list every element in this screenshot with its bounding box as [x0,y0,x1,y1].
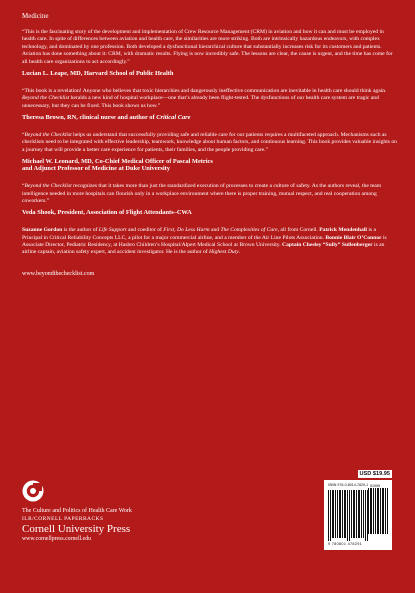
isbn-label: ISBN 978-0-8014-7829-1 [328,483,369,487]
attribution-leape: Lucian L. Leape, MD, Harvard School of Public Health [22,69,174,77]
back-cover-text [22,12,397,277]
imprint-name: ILR/CORNELL PAPERBACKS [22,516,104,522]
ean5-number: 51995 [370,484,380,488]
press-name: Cornell University Press [22,523,131,535]
quote-shook: “Beyond the Checklist recognizes that it takes more than just the standardized execution of processes to create a culture of safety. As the authors reveal, the team intelligence needed in more hospitals can flourish only in a workplace environment where there is proper training, mutual respect, and real cooperation among coworkers.” [22,183,382,204]
ean5-bars-icon [368,488,388,534]
attribution-brown: Theresa Brown, RN, clinical nurse and author of Critical Care [22,114,191,121]
author-bios: Suzanne Gordon is the author of Life Support and coeditor of First, Do Less Harm and The Complexities of Care, all from Cornell. Patrick Mendenhall is a Principal in Critical Reliability Concepts LLC, a pilot for a major commercial airline, and a member of the Air Line Pilots Association. Bonnie Blair O’Connor is Associate Director, Pediatric Residency, at Hasbro Children’s Hospital/Alpert Medical School at Brown University. Captain Chesley “Sully” Sullenberger is an airline captain, aviation safety expert, and accident investigator. He is the author of Highest Duty. [22,227,387,256]
attribution-shook: Veda Shook, President, Association of Flight Attendants–CWA [22,209,192,217]
price-label: USD $19.95 [359,471,390,477]
quote-leonard: “Beyond the Checklist helps us understand that successfully providing safe and reliable care for our patients requires a multifaceted approach. Mechanisms such as checklists need to be integrated with effective leadership, teamwork, knowledge about human factors, and continuous learning. This book provides valuable insights on a journey that will provide a better care experience for patients, their families, and the people providing care.” [22,132,397,153]
series-name: The Culture and Politics of Health Care Work [22,508,132,514]
publisher-info [22,508,132,542]
barcode-box [324,471,392,550]
press-website-link[interactable]: www.cornellpress.cornell.edu [22,536,92,542]
barcode-bars-icon [328,490,368,541]
quote-brown: “This book is a revelation! Anyone who believes that toxic hierarchies and dangerously ineffective communication are inevitable in health care should think again. Beyond the Checklist heralds a new kind of hospital workplace—one that’s already been flight-tested. The dysfunctions of our health care system are tragic and unnecessary, but they can be fixed. This book shows us how.” [22,87,387,109]
book-website-link[interactable]: www.beyondthechecklist.com [22,270,95,277]
cornell-press-logo-icon [22,480,44,502]
quote-leape: “This is the fascinating story of the development and implementation of Crew Resource Management (CRM) in aviation and how it can and must be employed in health care. In spite of differences between aviation and health care, the similarities are more striking. Both are intrinsically hazardous endeavors, with complex technology, and dominated by one profession. Both developed a dysfunctional hierarchical culture that substantially increases risk for its customers and patients. Aviation has done something about it: CRM, with dramatic results. Flying is now incredibly safe. The lessons are clear, the cause is urgent, and the time has come for all health care organizations to act accordingly.” [22,29,393,65]
attribution-leonard: Michael W. Leonard, MD, Co-Chief Medical Officer of Pascal Metrics and Adjunct Professor of Medicine at Duke University [22,158,213,173]
publisher-footer [22,471,392,585]
category-label: Medicine [22,12,49,20]
barcode-number: 9 780801 478291 [328,542,363,546]
